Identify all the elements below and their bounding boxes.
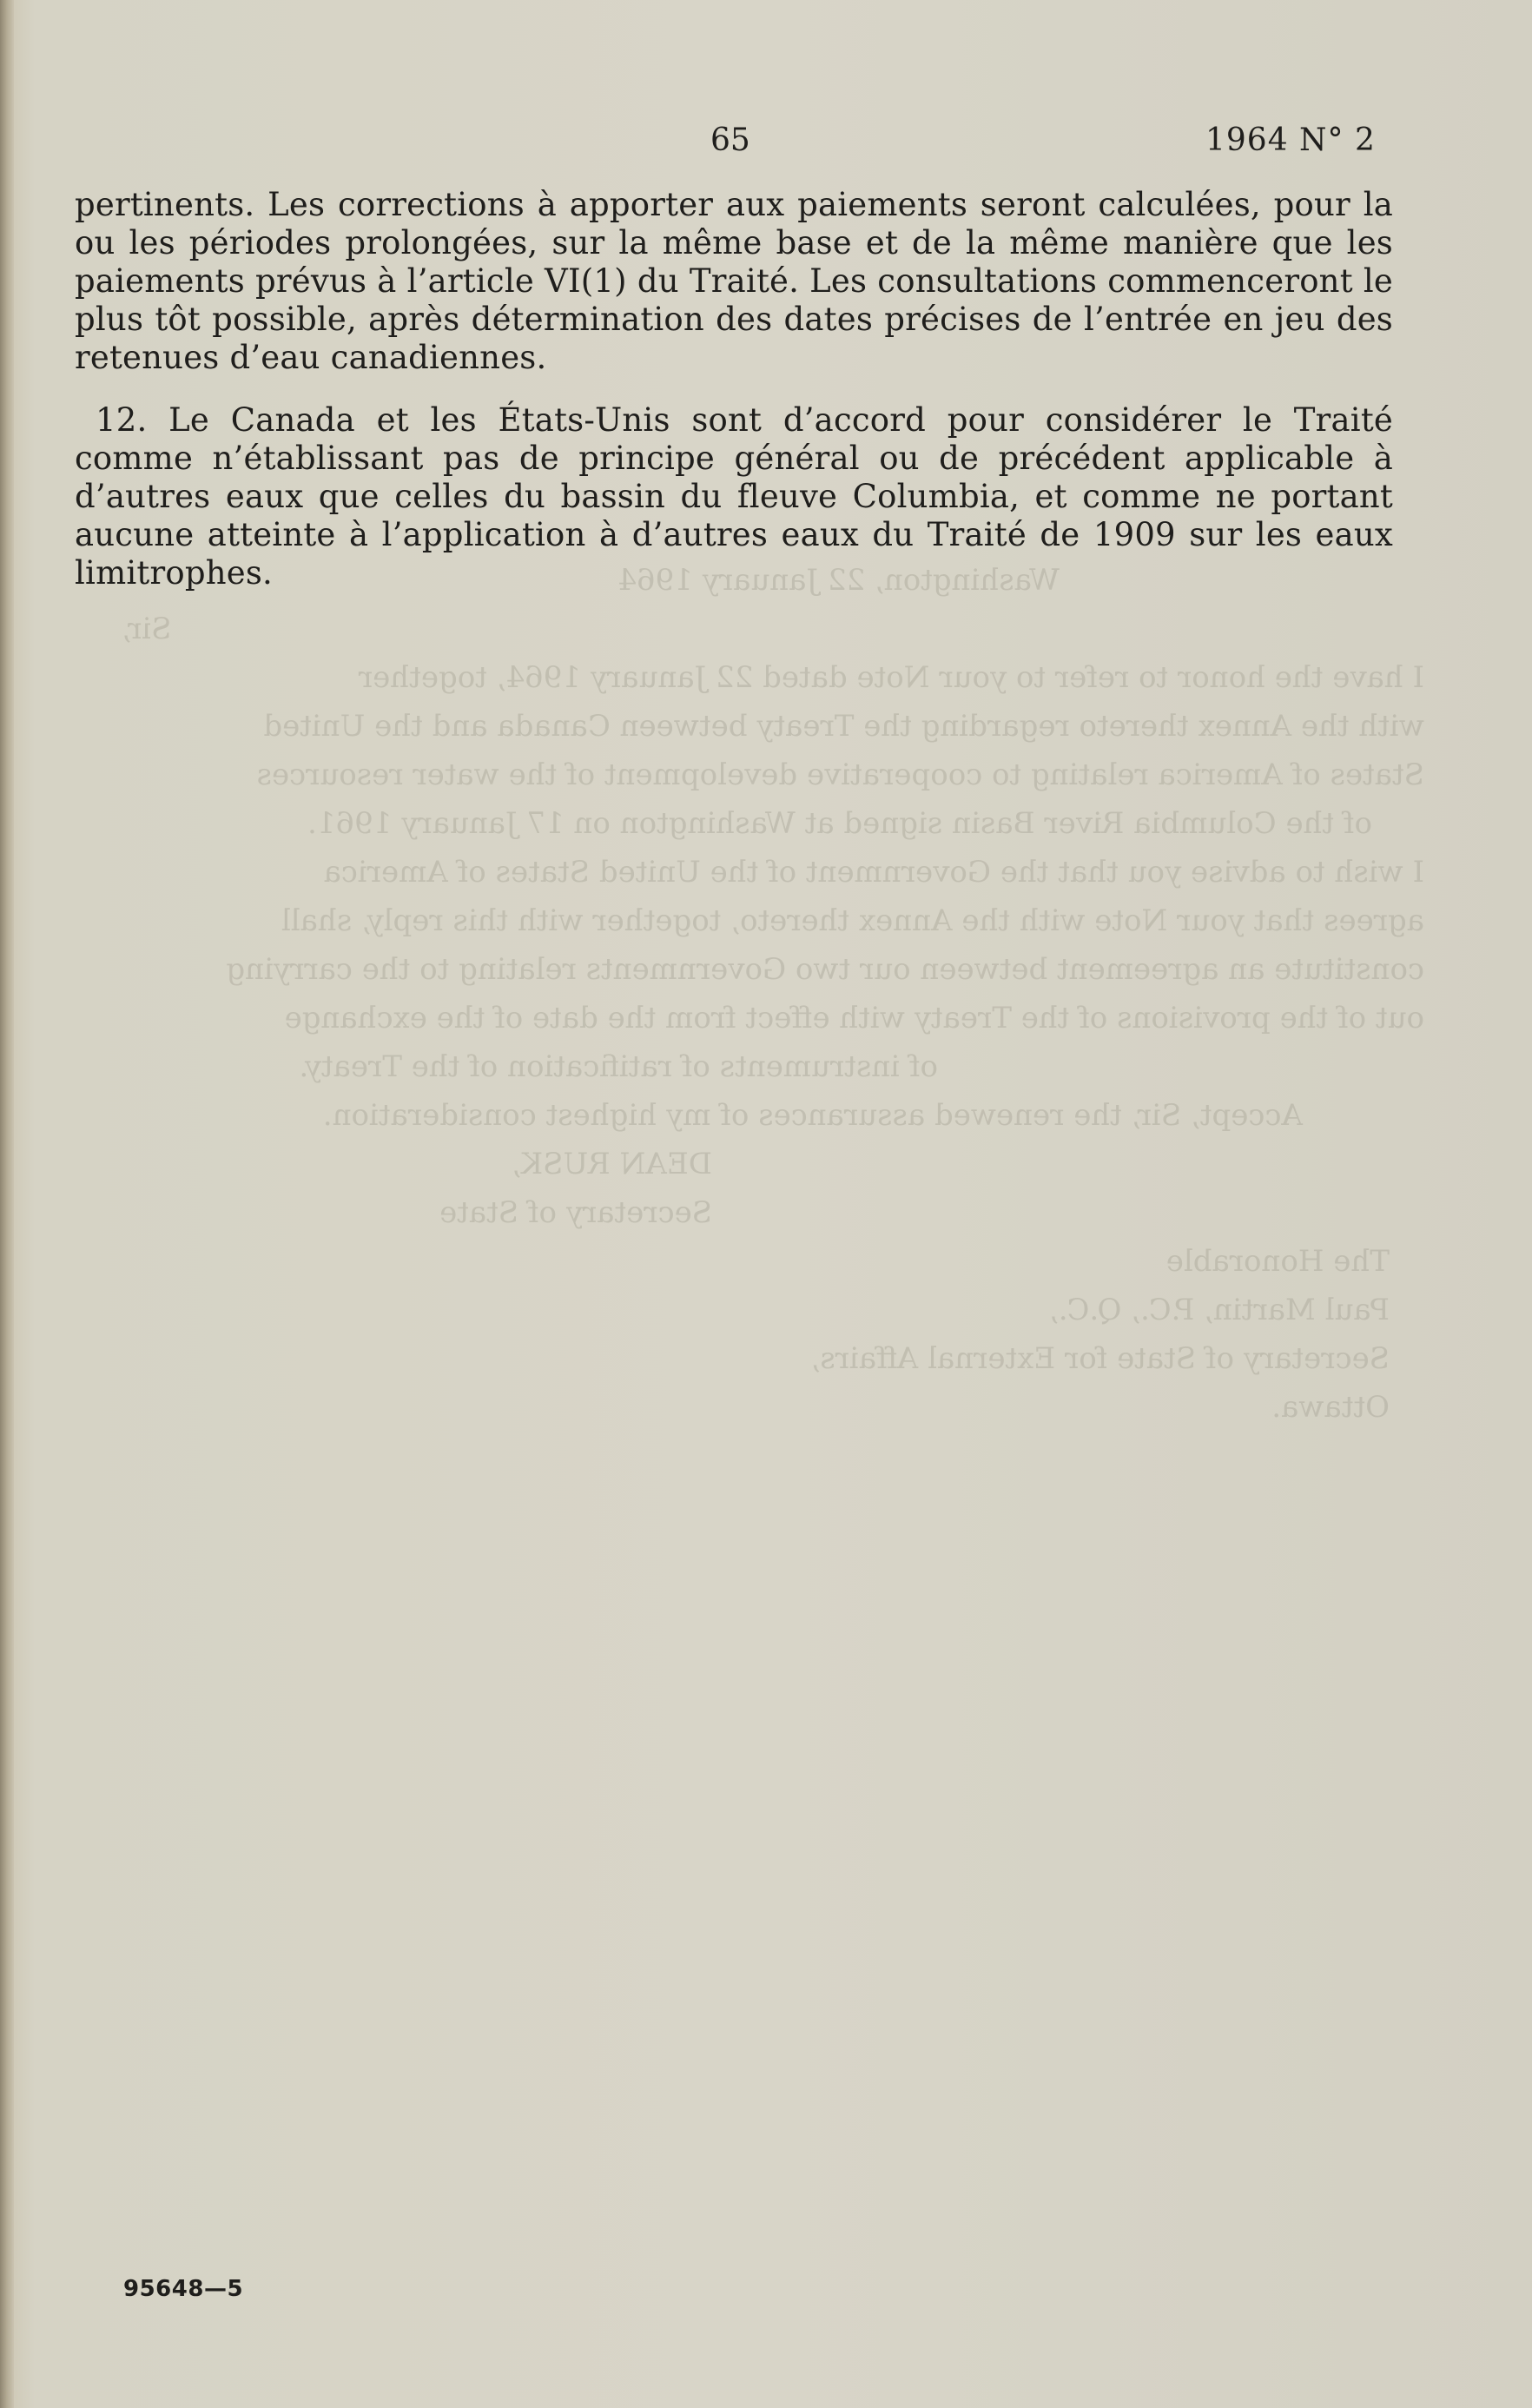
bleed-line: The Honorable bbox=[1166, 1244, 1390, 1279]
bleed-line: Washington, 22 January 1964 bbox=[617, 563, 1060, 598]
page-number: 65 bbox=[710, 122, 750, 158]
bleed-line: agrees that your Note with the Annex thereto, together with this reply, shall bbox=[281, 903, 1424, 938]
paragraph-12: 12. Le Canada et les États-Unis sont d’accord pour considérer le Traité comme n’établissant pas de principe général ou de précédent applicable à d’autres eaux que celles du bassin du fleuve Columbia, et comme ne portant aucune atteinte à l’application à d’autres eaux du Traité de 1909 sur les eaux limitrophes. bbox=[75, 401, 1393, 592]
bleed-line: Accept, Sir, the renewed assurances of my highest consideration. bbox=[322, 1098, 1303, 1133]
bleed-line: States of America relating to cooperative development of the water resources bbox=[256, 757, 1424, 792]
bleed-line: I wish to advise you that the Government of the United States of America bbox=[323, 855, 1424, 890]
bleed-line: Paul Martin, P.C., Q.C., bbox=[1048, 1293, 1390, 1327]
page-header bbox=[0, 115, 1532, 167]
bleed-line: with the Annex thereto regarding the Treaty between Canada and the United bbox=[263, 709, 1424, 744]
body-text bbox=[75, 186, 1393, 592]
binding-edge bbox=[0, 0, 14, 2408]
issue-reference: 1964 N° 2 bbox=[1205, 122, 1376, 158]
bleed-through-text bbox=[87, 556, 1424, 1529]
bleed-line: out of the provisions of the Treaty with effect from the date of the exchange bbox=[284, 1001, 1424, 1035]
bleed-line: constitute an agreement between our two Governments relating to the carrying bbox=[226, 952, 1424, 987]
bleed-line: of instruments of ratification of the Treaty. bbox=[299, 1049, 938, 1084]
print-code: 95648—5 bbox=[123, 2276, 244, 2302]
bleed-line: of the Columbia River Basin signed at Washington on 17 January 1961. bbox=[307, 806, 1372, 841]
bleed-line: I have the honor to refer to your Note dated 22 January 1964, together bbox=[358, 660, 1424, 695]
bleed-line: Secretary of State for External Affairs, bbox=[810, 1341, 1390, 1376]
bleed-line: Secretary of State bbox=[439, 1195, 712, 1230]
bleed-line: DEAN RUSK, bbox=[512, 1147, 712, 1181]
paragraph-continued: pertinents. Les corrections à apporter aux paiements seront calculées, pour la ou les périodes prolongées, sur la même base et de la même manière que les paiements prévus à l’article VI(1) du Traité. Les consultations commenceront le plus tôt possible, après détermination des dates précises de l’entrée en jeu des retenues d’eau canadiennes. bbox=[75, 186, 1393, 376]
bleed-line: Sir, bbox=[122, 612, 172, 646]
bleed-line: Ottawa. bbox=[1271, 1390, 1390, 1425]
